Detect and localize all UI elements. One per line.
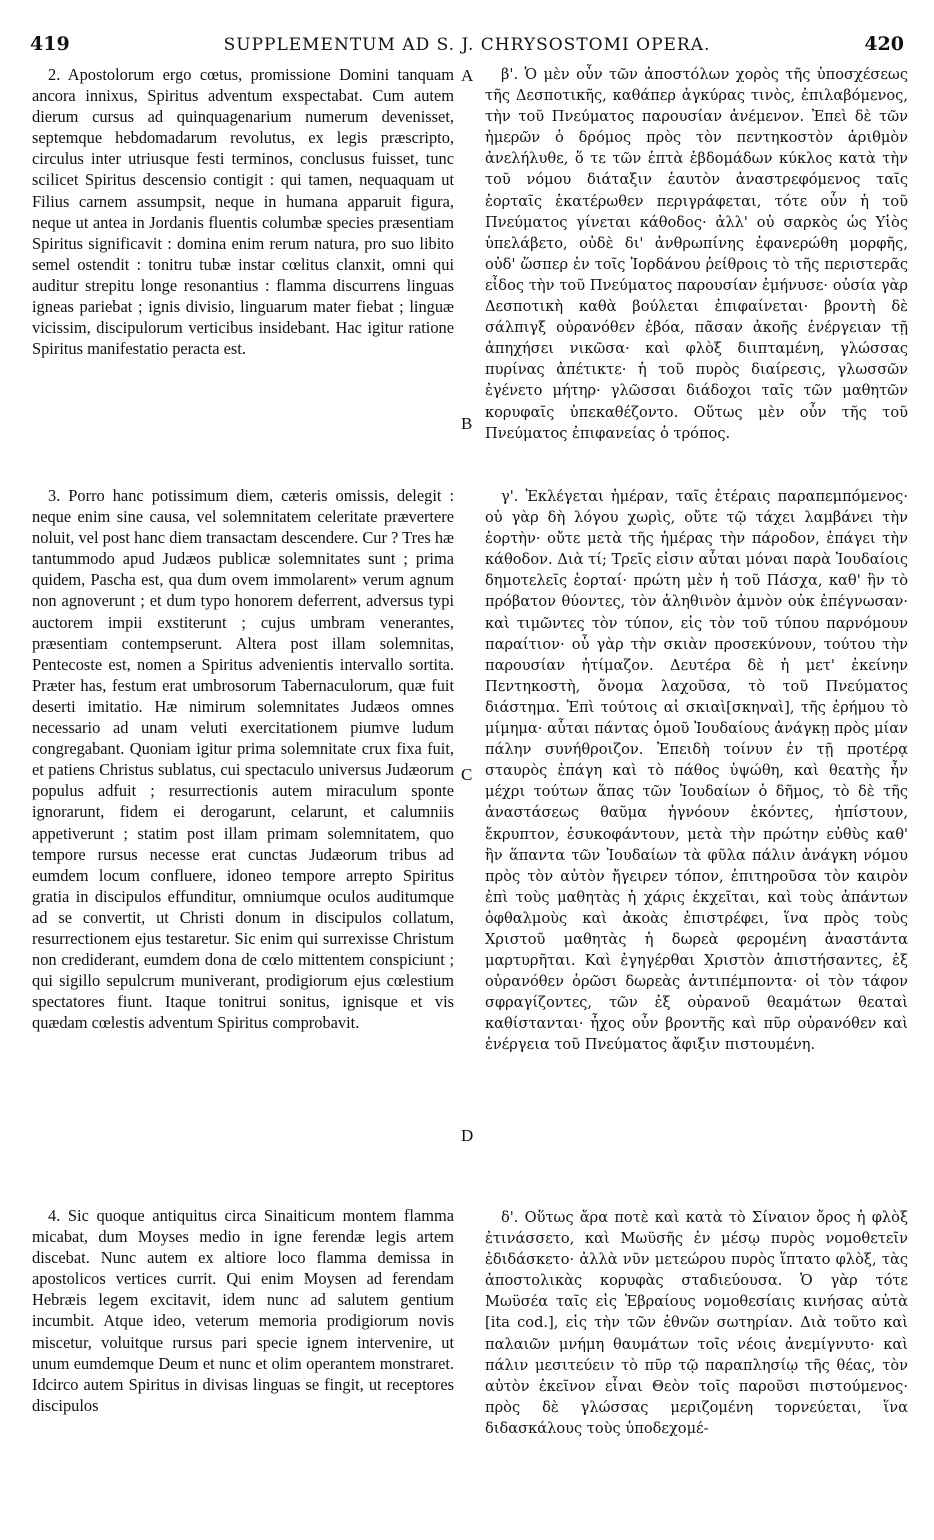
right-page-number: 420 (864, 33, 904, 55)
latin-column-bottom (32, 1205, 454, 1505)
margin-letter-c: C (461, 765, 473, 784)
greek-column-bottom (485, 1207, 908, 1507)
running-header (30, 33, 904, 59)
running-title: SUPPLEMENTUM AD S. J. CHRYSOSTOMI OPERA. (223, 35, 711, 55)
greek-section-3: γ'. Ἐκλέγεται ἡμέραν, ταῖς ἑτέραις παραπεμπόμενος· οὐ γὰρ δὴ λόγου χωρὶς, οὔτε τῷ τάχει λαμβάνει τὴν ἑορτὴν· οὔτε μετὰ τῆς ἡμέρας τὴν πάροδον, ἐπάγει τὴν κάθοδον. Διὰ τί; Τρεῖς εἰσιν αὗται μόναι παρὰ Ἰουδαίοις δημοτελεῖς ἑορταί· πρώτη μὲν ἡ τοῦ Πάσχα, καθ' ἣν τὸ πρόβατον θύοντες, τὸν ἀληθινὸν ἀμνὸν οὐκ ἐπέγνωσαν· καὶ τιμῶντες τὸν τύπον, εἰς τὸν τοῦ τύπου παρνόμουν παραίτιον· οὗ γὰρ τὴν σκιὰν προσεκύνουν, τούτου τὴν παρουσίαν ἠτίμαζον. Δευτέρα δὲ ἡ μετ' ἐκείνην Πεντηκοστὴ, ὄνομα λαχοῦσα, τὸ τοῦ Πνεύματος διάστημα. Ἐπὶ τούτοις αἱ σκιαὶ[σκηναὶ], τῆς ἐρήμου τὸ μίμημα· αὗται πάντας ὁμοῦ Ἰουδαίους ἀνάγκῃ πρὸς μίαν πάλην συνήθροιζον. Ἐπειδὴ τοίνυν ἐν τῇ προτέρᾳ σταυρὸς ἐπάγη καὶ τὸ πάθος ὑψώθη, καὶ θεατὴς ἦν μέχρι τούτων ἅπας τῶν Ἰουδαίων ὁ δῆμος, τὸ δὲ τῆς ἀναστάσεως θαῦμα ἠγνόουν ἑκόντες, ἠπίστουν, ἔκρυπτον, ἐσυκοφάντουν, μετὰ τὴν πρώτην εὐθὺς καθ' ἣν ἅπαντα τῶν Ἰουδαίων τὰ φῦλα πάλιν ἀνάγκη νόμου πρὸς τὸν αὐτὸν ἤγειρεν τόπον, ἐπιτηροῦσα τὸν καιρὸν ἐπὶ τοὺς μαθητὰς ἡ χάρις ἐκχεῖται, καὶ τοὺς ἁπάντων ὀφθαλμοὺς καὶ ἀκοὰς ἐπιστρέφει, ἵνα πρὸς τοὺς Χριστοῦ μαθητὰς ἡ δωρεὰ φερομένη ἀναστάντα μαρτυρῆται. Καὶ ἐγηγέρθαι Χριστὸν ἀπιστήσαντες, ἐξ οὐρανόθεν ὁρῶσι δωρεὰς ἀντιπέμποντα· οἱ τὸν τάφον σφραγίζοντες, τῶν ἐξ οὐρανοῦ θεαμάτων θεαταὶ καθίστανται· ἦχος οὖν βροντῆς καὶ πῦρ οὐρανόθεν καὶ ἐνέργεια τοῦ Πνεύματος ἄφιξιν πιστουμένη. (485, 488, 908, 1054)
margin-letter-d: D (461, 1126, 474, 1145)
margin-letter-a: A (461, 66, 474, 85)
greek-section-4: δ'. Οὕτως ἄρα ποτὲ καὶ κατὰ τὸ Σίναιον ὄρος ἡ φλὸξ ἐτινάσσετο, καὶ Μωϋσῆς ἐν μέσῳ πυρὸς νομοθετεῖν ἐδιδάσκετο· ἀλλὰ νῦν μετεώρου πυρὸς ἵπτατο φλὸξ, τὰς ἀποστολικὰς κορυφὰς σταδιεύουσα. Ὁ γὰρ τότε Μωϋσέα ταῖς εἰς Ἑβραίους νομοθεσίαις κινήσας αὐτὰ [ita cod.], εἰς τὴν τῶν ἐθνῶν σωτηρίαν. Διὰ τοῦτο καὶ παλαιῶν μνήμη θαυμάτων τοῖς νέοις ἀνεμίγνυτο· καὶ πάλιν μεσιτεύειν τὸ πῦρ τῷ παραπλησίῳ τῆς θέας, τὸν αὐτὸν ἐκεῖνον εἶναι Θεὸν τοῖς παροῦσι πιστούμενος· πρὸς δὲ γλώσσας μεριζομένη τορνεύεται, ἵνα διδασκάλους τοὺς ὑποδεχομέ- (485, 1209, 908, 1437)
latin-column-mid (32, 485, 454, 1157)
margin-letter-b: B (461, 414, 473, 433)
latin-section-3: 3. Porro hanc potissimum diem, cæteris omissis, delegit : neque enim sine causa, vel solemnitatem celeritate prævertere noluit, vel post hanc diem transactam descendere. Cur ? Tres hæ tantummodo apud Judæos publicæ solemnitates sunt ; prima quidem, Pascha est, qua dum ovem immolarent» verum agnum non agnoverunt ; et dum typo honorem deferrent, adversus typi auctorem impii exstiterunt ; cujus umbram venerantes, præsentiam contempserunt. Altera post illam solemnitas, Pentecoste est, nomen a Spiritus advenientis intervallo sortita. Præter has, festum erat umbrosorum Tabernaculorum, quæ fuit deserti imitatio. Hæ nimirum solemnitates Judæos omnes necessario ad unam veluti exercitationem piumve ludum congregabant. Quoniam igitur prima solemnitate crux fixa fuit, et patiens Christus sublatus, cui spectaculo universus Judæorum populus adfuit ; resurrectionis autem miraculum sponte ignorarunt, fidem ei derogarunt, celarunt, et calumniis appetiverunt ; statim post illam primam solemnitatem, quo tempore rursus necesse erat cunctas Judæorum tribus ad eumdem locum confluere, idoneo tempore arrepto Spiritus gratia in discipulos effunditur, omniumque oculos auditumque ad se convertit, ut Christi donum in discipulos collatum, resurrectionem ejus testaretur. Sic enim qui surrexisse Christum non crediderant, eumdem dona de cœlo mittentem conspiciunt ; qui sigillo sepulcrum muniverant, prodigiorum ejus cœlestium spectatores fiunt. Itaque tonitrui sonitus, ignisque et vis quædam cœlestis adventum Spiritus comprobavit. (32, 486, 454, 1033)
latin-section-2: 2. Apostolorum ergo cœtus, promissione Domini tanquam ancora innixus, Spiritus adventum exspectabat. Cum autem dierum cursus ad quinquagenarium numerum devenisset, septemque hebdomadarum revolutus, ex legis præscripto, circulus inter utriusque festi terminos, conclusus fuisset, tunc scilicet Spiritus descensio contigit : qui tamen, nequaquam ut Filius carnem assumpsit, neque in humana apparuit figura, neque ut antea in Jordanis fluentis columbæ species præsentiam Spiritus significavit : domina enim rerum natura, pro suo libito semel ostendit : tonitru tubæ instar cœlitus clanxit, omni qui auditur strepitu longe resonantius : flamma discurrens linguas igneas pariebat ; ignis divisio, linguarum mater fiebat ; linguæ vicissim, discipulorum verticibus insidebant. Hac igitur ratione Spiritus manifestatio peracta est. (32, 65, 454, 359)
greek-section-2: β'. Ὁ μὲν οὖν τῶν ἀποστόλων χορὸς τῆς ὑποσχέσεως τῆς Δεσποτικῆς, καθάπερ ἀγκύρας τινὸς, ἐπιλαβόμενος, τὴν τοῦ Πνεύματος παρουσίαν ἀνέμενον. Ἐπεὶ δὲ τῶν ἡμερῶν ὁ δρόμος πρὸς τὸν πεντηκοστὸν ἀριθμὸν ἀνελήλυθε, ὅ τε τῶν ἑπτὰ ἑβδομάδων κύκλος κατὰ τὴν τοῦ νόμου διάταξιν ἑαυτὸν ἀναστρεφόμενος ταῖς ἑορταῖς ἑκατέρωθεν περιγράφεται, τότε οὖν ἡ τοῦ Πνεύματος γίνεται κάθοδος· ἀλλ' οὐ σαρκὸς ὡς Υἱὸς ὑπελάβετο, οὐδὲ δι' ἀνθρωπίνης ἐφανερώθη μορφῆς, οὐδ' ὥσπερ ἐν τοῖς Ἰορδάνου ῥείθροις τὸ τῆς περιστερᾶς εἶδος τὴν τοῦ Πνεύματος παρουσίαν ἐμήνυσε· οὐσία γὰρ Δεσποτικὴ καθὰ βούλεται ἐπιφαίνεται· βροντὴ δὲ σάλπιγξ οὐρανόθεν ἐβόα, πᾶσαν ἀκοῆς ἐνέργειαν τῇ ἀπηχήσει νικῶσα· καὶ φλὸξ διιπταμένη, γλώσσας πυρίνας ἀπέτικτε· ἡ τοῦ πυρὸς διαίρεσις, γλωσσῶν ἐγένετο μήτηρ· γλῶσσαι διάδοχοι ταῖς τῶν μαθητῶν κορυφαῖς ὑπεκαθέζοντο. Οὕτως μὲν οὖν τῆς τοῦ Πνεύματος ἐπιφανείας ὁ τρόπος. (485, 66, 908, 442)
left-page-number: 419 (30, 33, 70, 55)
latin-section-4: 4. Sic quoque antiquitus circa Sinaiticum montem flamma micabat, dum Moyses medio in igne ferendæ legis artem discebat. Nunc autem ex altiore loco flamma demissa in apostolicos vertices currit. Qui enim Moysen ad ferendam Hebræis legem excitavit, idem nunc ad salutem gentium incumbit. Atque ideo, veterum memoria prodigiorum novis miscetur, voluitque rursus pari specie ignem intervenire, ut unum eumdemque Deum et nunc et olim operantem monstraret. Idcirco autem Spiritus in divisas linguas se fingit, ut receptores discipulos (32, 1206, 454, 1415)
greek-column-top (485, 64, 908, 479)
greek-column-mid (485, 486, 908, 1158)
